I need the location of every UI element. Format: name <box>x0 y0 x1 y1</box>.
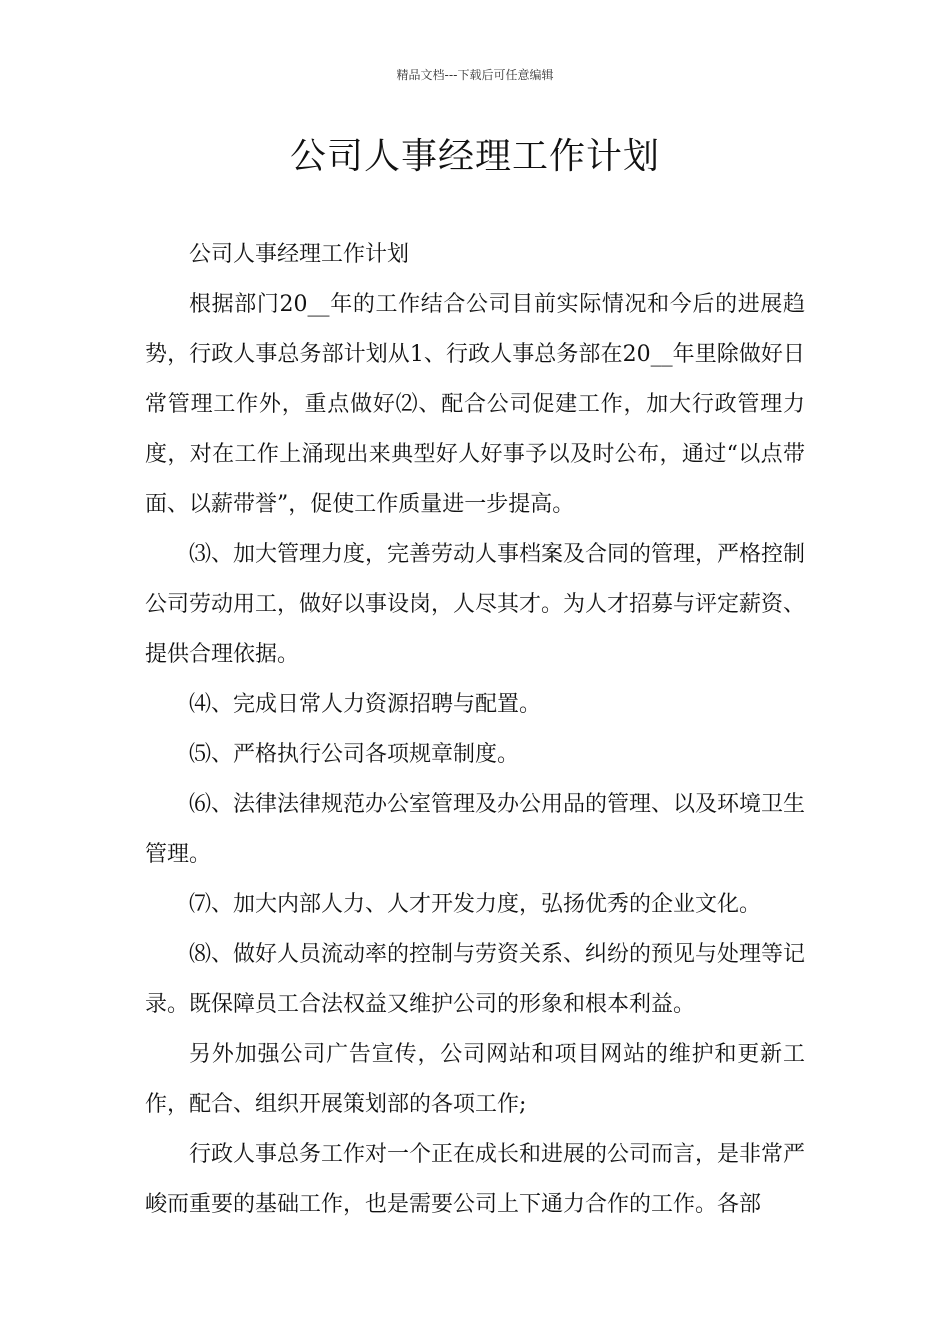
paragraph-1: 公司人事经理工作计划 <box>189 242 410 267</box>
document-title: 公司人事经理工作计划 <box>289 136 660 177</box>
header-note: 精品文档---下载后可任意编辑 <box>396 68 554 82</box>
paragraph-3: ⑶、加大管理力度，完善劳动人事档案及合同的管理，严格控制公司劳动用工，做好以事设岗，人尽其才。为人才招募与评定薪资、提供合理依据。 <box>145 542 806 667</box>
paragraph-10: 行政人事总务工作对一个正在成长和进展的公司而言，是非常严峻而重要的基础工作，也是需要公司上下通力合作的工作。各部 <box>145 1142 806 1217</box>
paragraph-7: ⑺、加大内部人力、人才开发力度，弘扬优秀的企业文化。 <box>189 892 762 917</box>
paragraph-9: 另外加强公司广告宣传，公司网站和项目网站的维护和更新工作，配合、组织开展策划部的各项工作; <box>145 1042 805 1117</box>
paragraph-8: ⑻、做好人员流动率的控制与劳资关系、纠纷的预见与处理等记录。既保障员工合法权益又维护公司的形象和根本利益。 <box>145 942 806 1017</box>
paragraph-5: ⑸、严格执行公司各项规章制度。 <box>189 742 520 767</box>
paragraph-6: ⑹、法律法律规范办公室管理及办公用品的管理、以及环境卫生管理。 <box>145 792 806 867</box>
paragraph-4: ⑷、完成日常人力资源招聘与配置。 <box>189 692 542 717</box>
document-body <box>145 230 805 1230</box>
paragraph-2: 根据部门20__年的工作结合公司目前实际情况和今后的进展趋势，行政人事总务部计划从1、行政人事总务部在20__年里除做好日常管理工作外，重点做好⑵、配合公司促建工作，加大行政管理力度，对在工作上涌现出来典型好人好事予以及时公布，通过“以点带面、以薪带誉”，促使工作质量进一步提高。 <box>145 292 805 517</box>
